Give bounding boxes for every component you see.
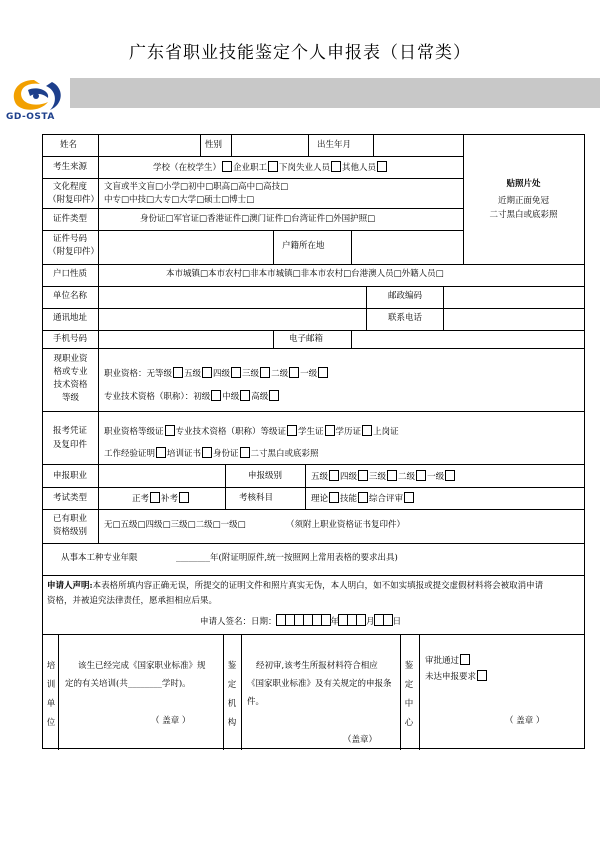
has-qual-note: （须附上职业资格证书复印件） [286,520,406,530]
doc-label: 二寸黑白或底彩照 [250,449,319,459]
has-qual-label-2: 资格级别 [53,527,88,537]
level-label: 二级 [271,369,289,379]
cert-type-options[interactable]: 身份证□军官证□香港证件□澳门证件□台湾证件□外国护照□ [140,214,376,224]
month-label: 月 [366,617,375,627]
agency-text1: 经初审,该考生所报材料符合相应 [256,661,378,671]
application-form [42,134,585,749]
years-text: 年(附证明原件,统一按照网上常用表格的要求出具) [210,553,398,563]
address-label: 通讯地址 [53,313,88,323]
date-digit-box[interactable] [383,614,393,626]
declaration-sign-row [200,614,401,628]
doc-label: 学生证 [298,427,324,437]
checkbox[interactable] [460,654,470,665]
checkbox[interactable] [289,367,299,378]
doc-label: 身份证 [213,449,239,459]
docs-label-1: 报考凭证 [53,426,88,436]
level-label: 四级 [340,472,358,482]
photo-title: 贴照片处 [506,179,541,189]
cert-no-label: 证件号码 [53,234,88,244]
checkbox[interactable] [240,447,250,458]
photo-line1: 近期正面免冠 [497,196,549,206]
hukou-label: 户口性质 [53,269,88,279]
center-pass [425,654,471,667]
checkbox[interactable] [477,670,487,681]
logo-text: GD-OSTA [6,112,55,122]
center-fail-label: 未达申报要求 [425,672,477,682]
docs-line1 [104,425,399,438]
source-option-unemployed: 下岗失业人员 [279,163,331,173]
train-vlabel: 培训单位 [46,661,56,728]
checkbox[interactable] [165,425,175,436]
agency-vlabel: 鉴定机构 [227,661,237,728]
years-blank[interactable]: ________ [176,553,210,563]
level-label: 五级 [184,369,202,379]
agency-seal: （盖章） [343,735,378,745]
checkbox[interactable] [150,492,160,503]
train-text2-tail: 学时)。 [161,679,191,689]
page-title: 广东省职业技能鉴定个人申报表（日常类） [129,43,471,63]
checkbox[interactable] [416,470,426,481]
cur-qual-label-3: 技术资格 [53,380,88,390]
apply-occ-label: 申报职业 [53,471,88,481]
edu-label-note: （附复印件） [48,195,100,205]
checkbox[interactable] [377,161,387,172]
checkbox[interactable] [260,367,270,378]
photo-line2: 二寸黑白或底彩照 [489,210,558,220]
center-seal: （ 盖章 ） [505,716,545,726]
birth-label: 出生年月 [317,140,352,150]
checkbox[interactable] [329,492,339,503]
declaration-line1 [47,581,543,592]
level-label: 二级 [398,472,416,482]
exam-type-regular: 正考 [132,494,150,504]
center-pass-label: 审批通过 [425,656,460,666]
checkbox[interactable] [358,492,368,503]
agency-text2: 《国家职业标准》及有关规定的申报条 [247,679,392,689]
checkbox[interactable] [329,470,339,481]
header-bar [70,78,600,108]
train-seal: （ 盖章 ） [151,716,191,726]
subject-label: 技能 [340,494,358,504]
cur-qual-levels [104,367,329,380]
level-label: 三级 [242,369,260,379]
level-label: 高级 [251,392,269,402]
checkbox[interactable] [325,425,335,436]
level-label: 一级 [300,369,318,379]
cur-tech-levels [104,390,280,403]
employer-label: 单位名称 [53,291,88,301]
checkbox[interactable] [358,470,368,481]
year-label: 年 [330,617,340,627]
checkbox[interactable] [268,161,278,172]
checkbox[interactable] [269,390,279,401]
level-label: 中级 [222,392,240,402]
edu-options-line1[interactable]: 文盲或半文盲□小学□初中□职高□高中□高技□ [104,182,289,192]
date-label: 日期： [251,617,277,627]
source-options [153,161,388,174]
phone-label: 联系电话 [388,313,423,323]
center-vlabel: 鉴定中心 [404,661,414,728]
train-text2-lead: 定的有关培训(共 [65,679,128,689]
has-qual-options[interactable]: 无□五级□四级□三级□二级□一级□ [104,520,246,530]
level-label: 五级 [311,472,329,482]
cur-tech-label: 专业技术资格（职称）：初级 [104,392,211,402]
cur-qual-label-2: 格或专业 [53,367,88,377]
checkbox[interactable] [222,161,232,172]
years-line [176,553,398,564]
checkbox[interactable] [331,161,341,172]
cur-qual-level-label: 职业资格：无等级 [104,369,173,379]
cur-qual-label-4: 等级 [61,393,79,403]
doc-label: 上岗证 [373,427,399,437]
date-digit-box[interactable] [321,614,331,626]
checkbox[interactable] [318,367,328,378]
doc-label: 学历证 [335,427,362,437]
source-option-other: 其他人员 [342,163,377,173]
apply-level-label: 申报级别 [248,471,283,481]
edu-options-line2[interactable]: 中专□中技□大专□大学□硕士□博士□ [104,195,255,205]
checkbox[interactable] [387,470,397,481]
checkbox[interactable] [173,367,183,378]
doc-label: 职业资格等级证 [104,427,164,437]
checkbox[interactable] [156,447,166,458]
doc-label: 专业技术资格（职称）等级证 [175,427,287,437]
exam-type-label: 考试类型 [53,493,88,503]
agency-text3: 件。 [247,697,265,707]
level-label: 一级 [427,472,445,482]
exam-subject-options [311,492,415,505]
cur-qual-label-1: 现职业资 [53,354,88,364]
checkbox[interactable] [202,447,212,458]
source-option-employee: 企业职工 [233,163,268,173]
exam-type-makeup: 补考 [161,494,179,504]
train-hours-blank[interactable]: ________ [127,679,162,689]
subject-label: 理论 [311,494,329,504]
checkbox[interactable] [211,390,221,401]
edu-label: 文化程度 [53,182,88,192]
docs-line2 [104,447,319,460]
date-digit-box[interactable] [356,614,366,626]
checkbox[interactable] [179,492,189,503]
center-fail [425,670,488,683]
mobile-label: 手机号码 [53,334,88,344]
declaration-lead: 申请人声明: [47,581,93,591]
checkbox[interactable] [287,425,297,436]
checkbox[interactable] [240,390,250,401]
email-label: 电子邮箱 [289,334,324,344]
train-text1: 该生已经完成《国家职业标准》规 [78,661,206,671]
hukou-place-label: 户籍所在地 [282,241,325,251]
declaration-line2: 资格，并被追究法律责任，愿承担相应后果。 [47,596,218,606]
checkbox[interactable] [404,492,414,503]
level-label: 三级 [369,472,387,482]
exam-type-options [132,492,190,505]
hukou-options[interactable]: 本市城镇□本市农村□非本市城镇□非本市农村□台港澳人员□外籍人员□ [166,269,444,279]
gender-label: 性别 [205,140,223,150]
source-label: 考生来源 [53,162,88,172]
sign-label: 申请人签名： [200,617,252,627]
cert-no-note: （附复印件） [48,247,100,257]
train-text2 [65,679,191,690]
checkbox[interactable] [445,470,455,481]
doc-label: 培训证书 [167,449,202,459]
level-label: 四级 [213,369,231,379]
day-label: 日 [392,617,402,627]
postcode-label: 邮政编码 [388,291,423,301]
declaration-text: 本表格所填内容正确无误，所提交的证明文件和照片真实无伪，本人明白，如不如实填报或提交虚假材料将会被取消申请 [92,581,544,591]
has-qual-label-1: 已有职业 [53,514,88,524]
exam-subject-label: 考核科目 [239,493,274,503]
docs-label-2: 及复印件 [53,440,88,450]
years-label: 从事本工种专业年限 [61,553,138,563]
source-option-student: 学校（在校学生） [153,163,222,173]
checkbox[interactable] [362,425,372,436]
subject-label: 综合评审 [369,494,404,504]
apply-level-options [311,470,456,483]
gd-osta-logo [6,76,70,114]
checkbox[interactable] [231,367,241,378]
checkbox[interactable] [202,367,212,378]
cert-type-label: 证件类型 [53,214,88,224]
name-label: 姓名 [60,140,78,150]
doc-label: 工作经验证明 [104,449,156,459]
